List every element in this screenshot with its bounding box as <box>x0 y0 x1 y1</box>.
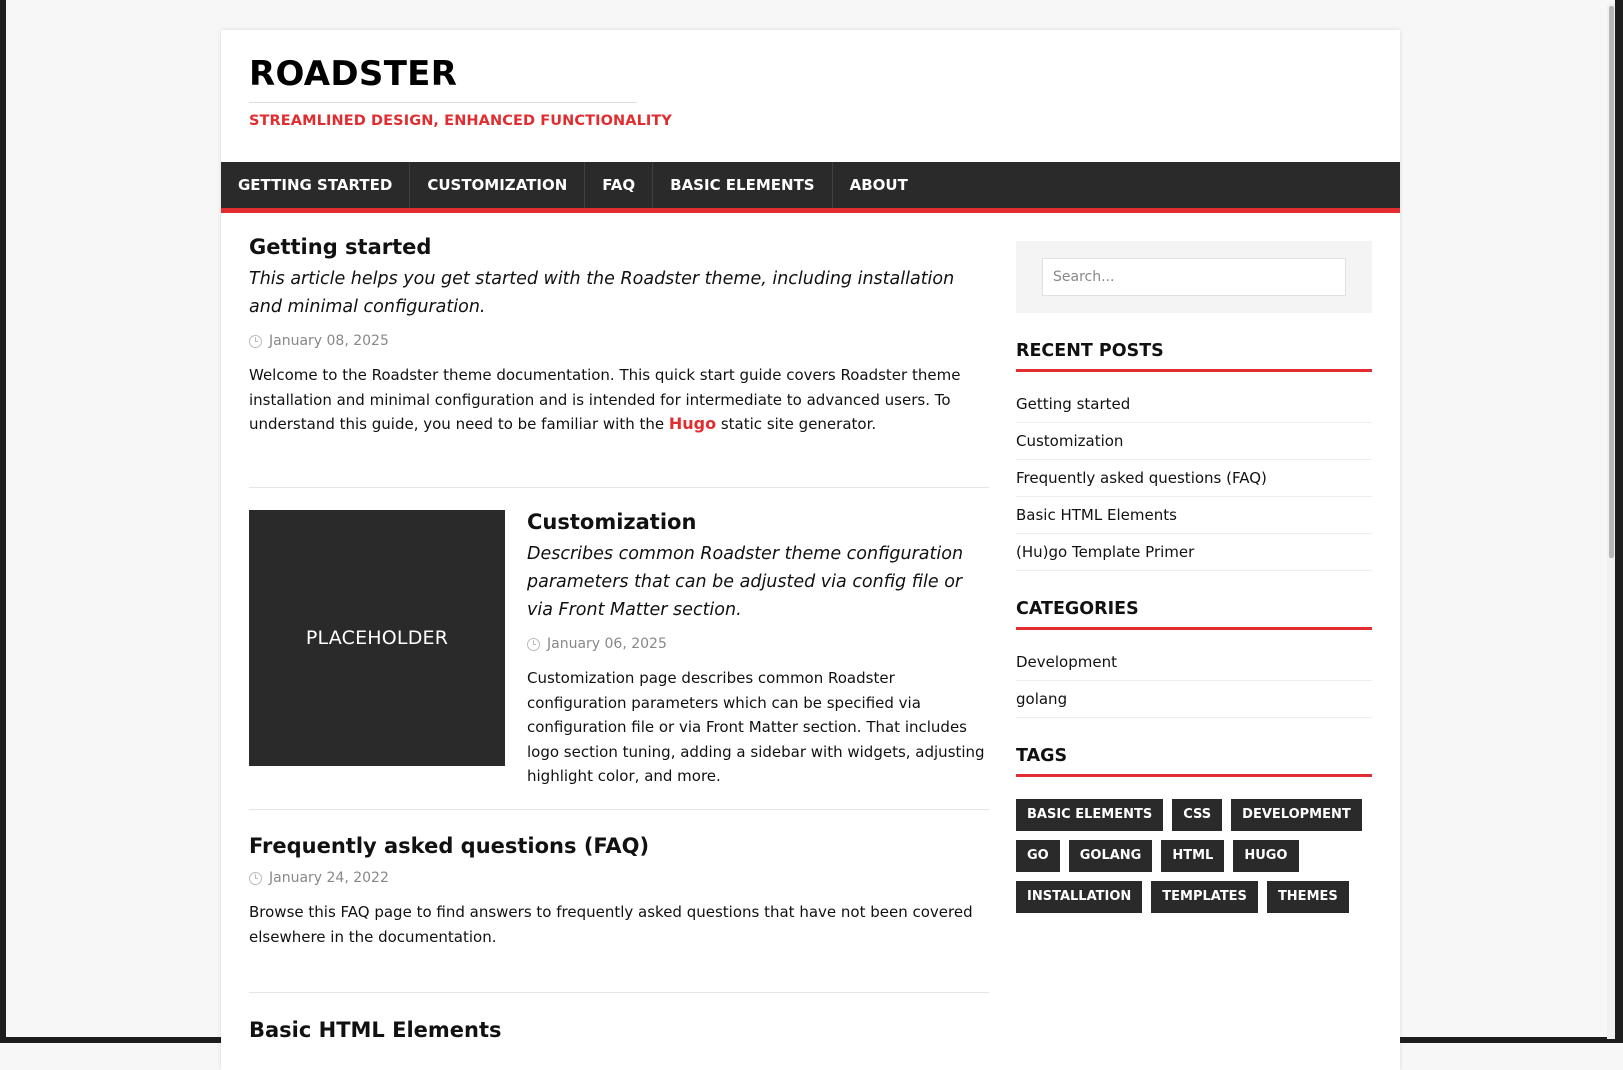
post-excerpt <box>249 363 989 437</box>
search-widget <box>1016 241 1372 313</box>
window-frame-right <box>1615 0 1623 1043</box>
post-date: January 06, 2025 <box>547 636 667 652</box>
sidebar <box>1016 241 1372 922</box>
recent-post-link[interactable]: Frequently asked questions (FAQ) <box>1016 460 1372 497</box>
tags-widget <box>1016 746 1372 922</box>
recent-posts-list <box>1016 386 1372 571</box>
clock-icon <box>249 872 262 885</box>
categories-widget <box>1016 599 1372 718</box>
post-customization <box>527 510 989 789</box>
tag-link[interactable]: DEVELOPMENT <box>1231 799 1362 831</box>
tag-link[interactable]: TEMPLATES <box>1151 881 1258 913</box>
main-menu <box>221 162 1400 213</box>
menu-item-about[interactable]: ABOUT <box>849 176 908 194</box>
post-lead: This article helps you get started with the Roadster theme, including installation and minimal configuration. <box>249 269 955 317</box>
recent-post-link[interactable]: Customization <box>1016 423 1372 460</box>
post-lead: Describes common Roadster theme configuration parameters that can be adjusted via config file or via Front Matter section. <box>527 544 964 620</box>
search-input[interactable] <box>1042 258 1346 296</box>
site-tagline: STREAMLINED DESIGN, ENHANCED FUNCTIONALITY <box>249 113 673 129</box>
post-date: January 08, 2025 <box>269 333 389 349</box>
widget-title: TAGS <box>1016 746 1372 777</box>
category-link[interactable]: golang <box>1016 681 1372 718</box>
scrollbar-thumb[interactable] <box>1609 6 1614 558</box>
widget-title: RECENT POSTS <box>1016 341 1372 372</box>
page-scrollbar[interactable] <box>1607 4 1615 1039</box>
clock-icon <box>249 335 262 348</box>
post-meta <box>527 634 989 654</box>
post-separator <box>249 809 989 810</box>
tag-link[interactable]: GOLANG <box>1069 840 1153 872</box>
tag-link[interactable]: CSS <box>1172 799 1222 831</box>
post-title[interactable]: Basic HTML Elements <box>249 1018 502 1042</box>
recent-posts-widget <box>1016 341 1372 571</box>
logo-divider <box>249 102 637 103</box>
post-separator <box>249 487 989 488</box>
menu-item-getting-started[interactable]: GETTING STARTED <box>221 162 410 208</box>
post-excerpt: Customization page describes common Roadster configuration parameters which can be specified via configuration file or via Front Matter section. That includes logo section tuning, adding a sidebar with widgets, adjusting highlight color, and more. <box>527 669 985 785</box>
category-link[interactable]: Development <box>1016 644 1372 681</box>
post-excerpt-text: Welcome to the Roadster theme documentation. This quick start guide covers Roadster theme installation and minimal configuration and is intended for intermediate to advanced users. To understand this guide, you need to be familiar with the <box>249 366 961 433</box>
post-faq <box>249 834 989 949</box>
categories-list <box>1016 644 1372 718</box>
post-excerpt-text-end: static site generator. <box>716 415 877 433</box>
tag-link[interactable]: HUGO <box>1233 840 1298 872</box>
menu-item-customization[interactable]: CUSTOMIZATION <box>410 162 585 208</box>
post-getting-started <box>249 235 989 437</box>
tag-link[interactable]: HTML <box>1161 840 1224 872</box>
recent-post-link[interactable]: Getting started <box>1016 386 1372 423</box>
tag-link[interactable]: BASIC ELEMENTS <box>1016 799 1163 831</box>
menu-item-basic-elements[interactable]: BASIC ELEMENTS <box>653 162 832 208</box>
tag-cloud <box>1016 799 1372 922</box>
hugo-link[interactable]: Hugo <box>668 414 717 433</box>
page-container <box>221 30 1400 1070</box>
post-basic-html-elements <box>249 1018 989 1042</box>
tag-link[interactable]: THEMES <box>1267 881 1349 913</box>
post-thumbnail[interactable]: PLACEHOLDER <box>249 510 505 766</box>
post-meta <box>249 868 989 888</box>
widget-title: CATEGORIES <box>1016 599 1372 630</box>
tag-link[interactable]: INSTALLATION <box>1016 881 1142 913</box>
menu-item-faq[interactable]: FAQ <box>585 162 653 208</box>
post-excerpt: Browse this FAQ page to find answers to frequently asked questions that have not been covered elsewhere in the documentation. <box>249 903 973 946</box>
recent-post-link[interactable]: (Hu)go Template Primer <box>1016 534 1372 571</box>
recent-post-link[interactable]: Basic HTML Elements <box>1016 497 1372 534</box>
post-separator <box>249 992 989 993</box>
window-frame-left <box>0 0 6 1043</box>
post-title[interactable]: Customization <box>527 510 697 534</box>
clock-icon <box>527 638 540 651</box>
post-meta <box>249 331 989 351</box>
post-date: January 24, 2022 <box>269 870 389 886</box>
post-title[interactable]: Frequently asked questions (FAQ) <box>249 834 650 858</box>
tag-link[interactable]: GO <box>1016 840 1060 872</box>
site-title[interactable]: ROADSTER <box>249 54 458 94</box>
post-title[interactable]: Getting started <box>249 235 432 259</box>
